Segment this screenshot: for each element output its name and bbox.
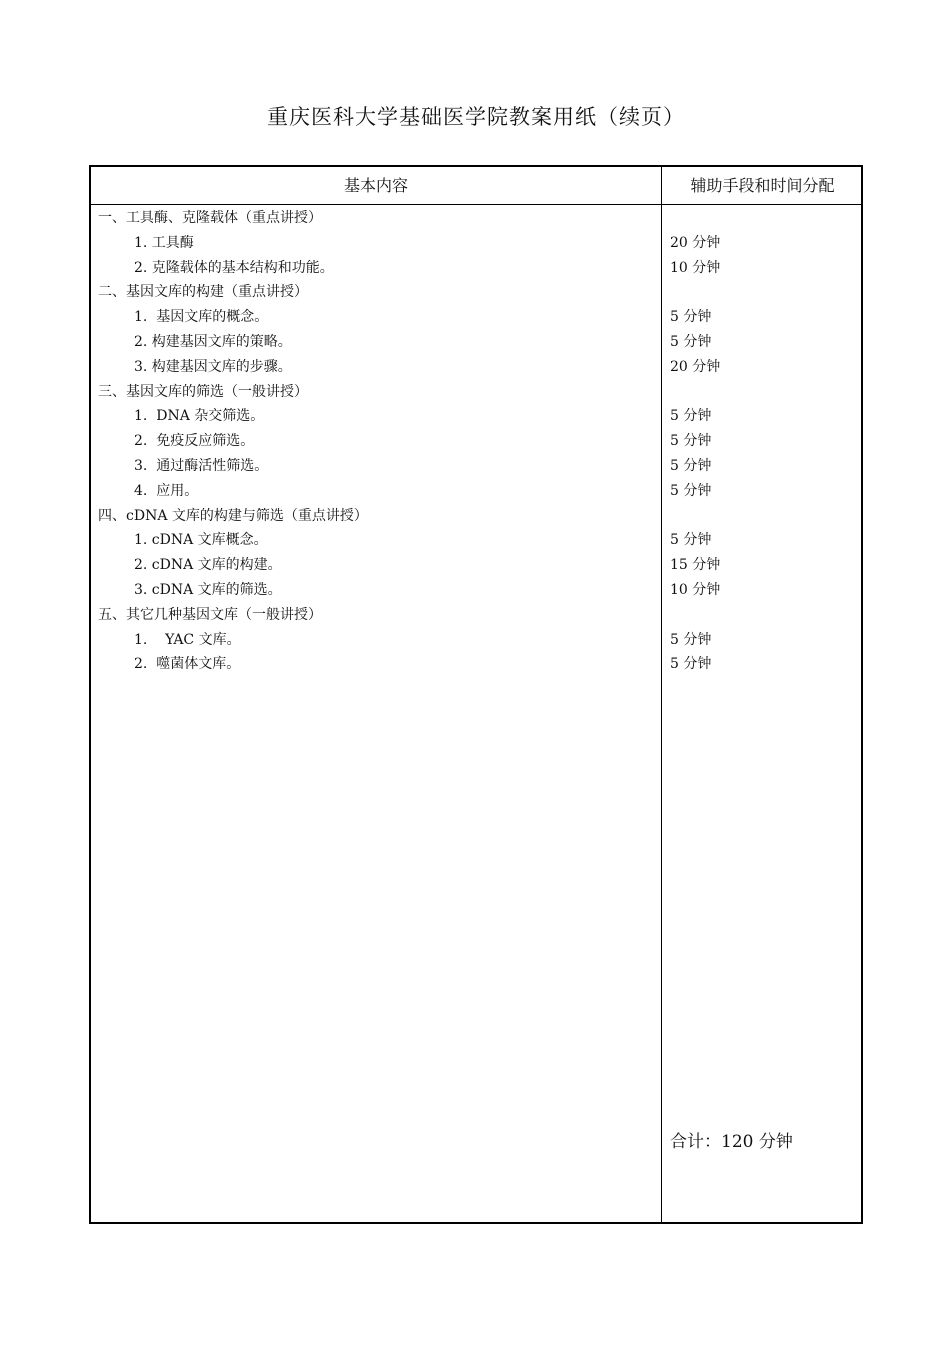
- section-heading: 二、基因文库的构建（重点讲授）: [98, 284, 308, 301]
- time-cell: 5 分钟: [670, 433, 712, 450]
- table-row: [91, 280, 861, 305]
- section-heading: 三、基因文库的筛选（一般讲授）: [98, 383, 308, 400]
- time-cell: 5 分钟: [670, 408, 712, 425]
- item-text: 3. cDNA 文库的筛选。: [134, 581, 282, 598]
- item-text: 1. 基因文库的概念。: [134, 309, 269, 326]
- table-row: [91, 305, 861, 330]
- item-text: 1. 工具酶: [134, 234, 194, 251]
- time-cell: 10 分钟: [670, 259, 721, 276]
- table-row: [91, 206, 861, 231]
- table-row: [91, 429, 861, 454]
- time-cell: 5 分钟: [670, 309, 712, 326]
- item-text: 2. 免疫反应筛选。: [134, 433, 255, 450]
- table-row: [91, 479, 861, 504]
- header-aux: 辅助手段和时间分配: [690, 176, 835, 195]
- time-cell: 5 分钟: [670, 333, 712, 350]
- table-row: [91, 380, 861, 405]
- time-cell: 20 分钟: [670, 358, 721, 375]
- table-row: [91, 330, 861, 355]
- section-heading: 五、其它几种基因文库（一般讲授）: [98, 606, 322, 623]
- time-cell: 20 分钟: [670, 234, 721, 251]
- item-text: 3. 通过酶活性筛选。: [134, 457, 269, 474]
- table-row: [91, 628, 861, 653]
- section-heading: 一、工具酶、克隆载体（重点讲授）: [98, 210, 322, 226]
- time-cell: 5 分钟: [670, 656, 712, 673]
- item-text: 2. cDNA 文库的构建。: [134, 557, 282, 574]
- table-row: [91, 404, 861, 429]
- section-heading: 四、cDNA 文库的构建与筛选（重点讲授）: [98, 507, 368, 524]
- time-cell: 15 分钟: [670, 557, 721, 574]
- lesson-plan-table: [89, 165, 863, 1224]
- item-text: 1. cDNA 文库概念。: [134, 532, 268, 549]
- table-row: [91, 603, 861, 628]
- table-row: [91, 652, 861, 677]
- time-cell: 5 分钟: [670, 457, 712, 474]
- item-text: 1. DNA 杂交筛选。: [134, 408, 265, 425]
- item-text: 3. 构建基因文库的步骤。: [134, 358, 292, 375]
- total-time: 合计：120 分钟: [670, 1132, 793, 1152]
- item-text: 2. 噬菌体文库。: [134, 656, 241, 673]
- table-row: [91, 355, 861, 380]
- table-row: [91, 231, 861, 256]
- page-title: 重庆医科大学基础医学院教案用纸（续页）: [267, 105, 685, 129]
- time-cell: 5 分钟: [670, 631, 712, 648]
- header-content: 基本内容: [343, 176, 408, 195]
- item-text: 4. 应用。: [134, 482, 199, 499]
- time-cell: 5 分钟: [670, 482, 712, 499]
- table-rows: [91, 206, 861, 677]
- header-divider: [91, 204, 861, 205]
- table-row: [91, 528, 861, 553]
- table-row: [91, 454, 861, 479]
- item-text: 2. 构建基因文库的策略。: [134, 333, 292, 350]
- table-row: [91, 578, 861, 603]
- table-row: [91, 553, 861, 578]
- time-cell: 5 分钟: [670, 532, 712, 549]
- table-row: [91, 504, 861, 529]
- time-cell: 10 分钟: [670, 581, 721, 598]
- table-row: [91, 256, 861, 281]
- item-text: 1. YAC 文库。: [134, 631, 241, 648]
- item-text: 2. 克隆载体的基本结构和功能。: [134, 259, 334, 276]
